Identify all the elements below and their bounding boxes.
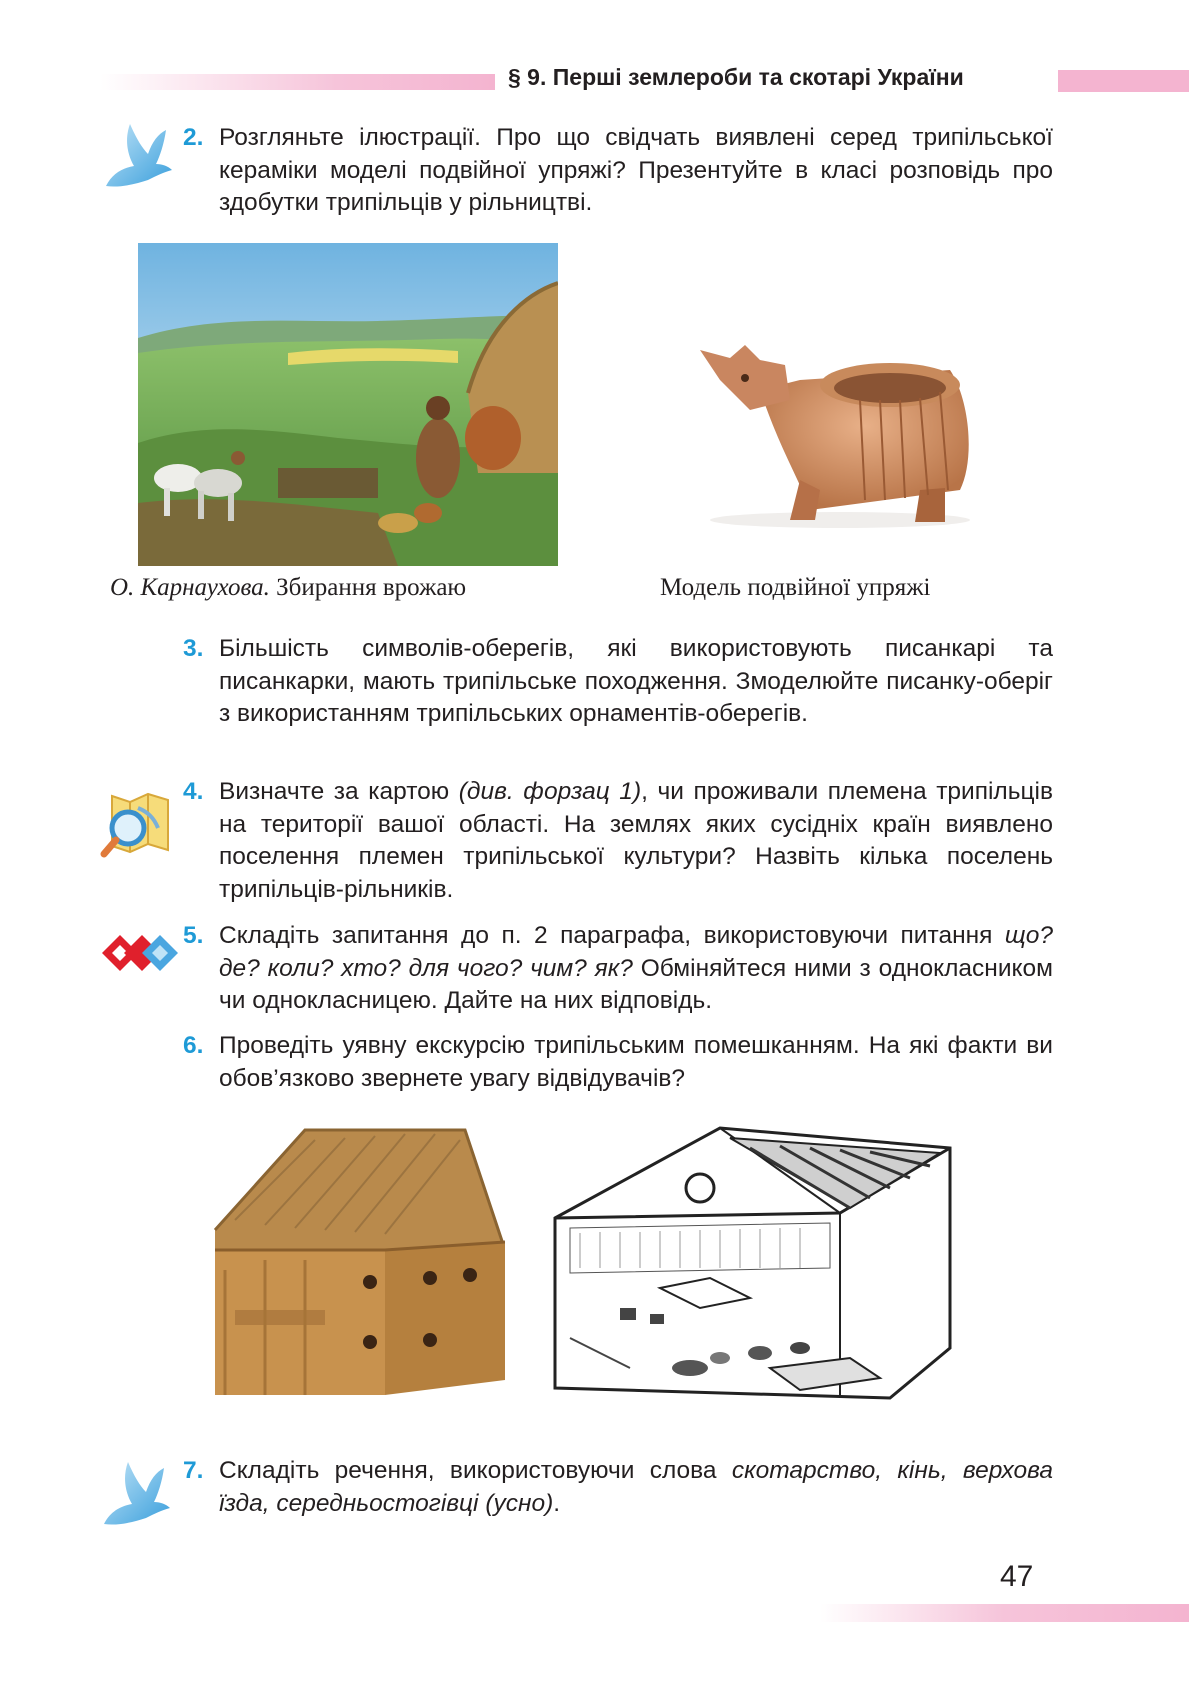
task-3 bbox=[183, 633, 1053, 731]
map-magnifier-icon bbox=[98, 788, 174, 862]
section-title: § 9. Перші землероби та скотарі України bbox=[508, 64, 964, 90]
caption-model: Модель подвійної упряжі bbox=[660, 574, 931, 601]
painting-harvest bbox=[138, 243, 558, 566]
task-number: 4. bbox=[183, 778, 204, 805]
task-2 bbox=[183, 122, 1053, 220]
task-number: 6. bbox=[183, 1032, 204, 1059]
dove-icon bbox=[98, 1456, 174, 1530]
clay-harness-model bbox=[690, 330, 990, 530]
task-6 bbox=[183, 1030, 1053, 1095]
running-header bbox=[0, 62, 1189, 98]
task-text: Більшість символів-оберегів, які використовують писанкарі та писанкарки, мають трипільське походження. Змоделюйте писанку-оберіг з використанням трипільських орнаментів-оберегів. bbox=[219, 635, 1053, 727]
task-number: 7. bbox=[183, 1457, 204, 1484]
task-7 bbox=[183, 1455, 1053, 1520]
task-text: Проведіть уявну екскурсію трипільським помешканням. На які факти ви обов’язково звернете увагу відвідувачів? bbox=[219, 1032, 1053, 1092]
task-number: 5. bbox=[183, 922, 204, 949]
page-number: 47 bbox=[1000, 1560, 1034, 1593]
house-interior-sketch bbox=[550, 1108, 960, 1408]
diamonds-icon bbox=[98, 922, 184, 984]
task-number: 2. bbox=[183, 124, 204, 151]
footer-bar bbox=[820, 1604, 1189, 1622]
header-bar-left bbox=[100, 74, 495, 90]
task-text: Розгляньте ілюстрації. Про що свідчать виявлені серед трипільської кераміки моделі подвійної упряжі? Презентуйте в класі розповідь про здобутки трипільців у рільництві. bbox=[219, 124, 1053, 216]
task-5 bbox=[183, 920, 1053, 1018]
task-number: 3. bbox=[183, 635, 204, 662]
trypillian-house-photo bbox=[205, 1110, 505, 1400]
task-4 bbox=[183, 776, 1053, 906]
task-text: Складіть речення, використовуючи слова скотарство, кінь, верхова їзда, середньостогівці (усно). bbox=[219, 1457, 1053, 1517]
caption-painting-title: Збирання врожаю bbox=[269, 574, 467, 601]
caption-painting bbox=[110, 574, 466, 602]
dove-icon bbox=[100, 118, 176, 192]
caption-author: О. Карнаухова. bbox=[110, 574, 270, 601]
task-text: Складіть запитання до п. 2 параграфа, використовуючи питання що? де? коли? хто? для чого? чим? як? Обміняйтеся ними з однокласником чи однокласницею. Дайте на них відповідь. bbox=[219, 922, 1053, 1014]
task-text: Визначте за картою (див. форзац 1), чи проживали племена трипільців на території вашої області. На землях яких сусідніх країн виявлено поселення племен трипільської культури? Назвіть кілька поселень трипільців-рільників. bbox=[219, 778, 1053, 903]
header-bar-right bbox=[1058, 70, 1189, 92]
